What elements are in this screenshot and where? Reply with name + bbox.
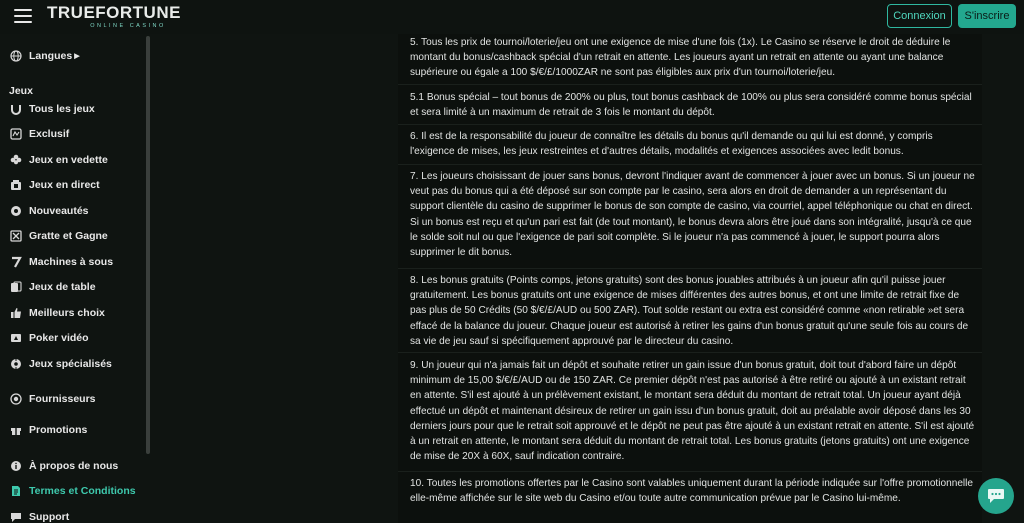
logo-fortune: FORTUNE [95, 3, 181, 22]
sidebar-item-label: Jeux spécialisés [29, 358, 112, 370]
sidebar-item-about[interactable] [10, 457, 118, 475]
sidebar-item-label: Poker vidéo [29, 332, 89, 344]
terms-paragraph-10: 10. Toutes les promotions offertes par le Casino sont valables uniquement durant la période indiquée sur l'offre promotionnelle elle-même affichée sur le site web du Casino et/ou toute autre communication prévue par le Casino lui-même. [410, 478, 974, 505]
sidebar-item-label: Jeux en direct [29, 179, 100, 191]
sidebar-item-label: Tous les jeux [29, 103, 95, 115]
terms-paragraph-5: 5. Tous les prix de tournoi/loterie/jeu ont une exigence de mise d'une fois (1x). Le Casino se réserve le droit de déduire le montant du bonus/cashback spécial d'un retrait en attente. Les joueurs ayant un retrait en attente ou ayant une balance supérieure ou égale a 100 $/€/£/1000ZAR ne sont pas éligibles aux prix d'un tournoi/loterie/jeu. [410, 37, 951, 79]
sidebar-item-slots[interactable] [10, 253, 113, 271]
sidebar-item-promotions[interactable] [10, 421, 87, 439]
sidebar-item-providers[interactable] [10, 390, 96, 408]
divider [398, 124, 982, 125]
divider [398, 84, 982, 85]
terms-paragraph-8: 8. Les bonus gratuits (Points comps, jetons gratuits) sont des bonus jouables attribués à un joueur afin qu'il puisse jouer gratuitement. Les bonus gratuits ont une exigence de mises différentes des autres bonus, et ont une limite de retrait fixe de pas plus de 50 Crédits (50 $/€/£/AUD ou 500 ZAR). Tout solde restant ou extra est considéré comme «non retirable »et sera effacé de la balance du joueur. Chaque joueur est autorisé à retirer les gains d'un bonus gratuit qu'une seule fois au cours de sa vie de jeu sauf si spécifiquement approuvé par le directeur du casino. [410, 275, 969, 347]
sidebar-item-new[interactable] [10, 202, 89, 220]
thumbs-up-icon [10, 307, 22, 319]
horseshoe-icon [10, 103, 22, 115]
sidebar-item-terms[interactable] [10, 482, 136, 500]
sidebar-item-label: À propos de nous [29, 460, 119, 472]
chat-icon [987, 488, 1005, 504]
sidebar-item-label: Nouveautés [29, 205, 89, 217]
sidebar-scrollbar[interactable] [146, 36, 150, 454]
scratch-icon [10, 230, 22, 242]
sidebar-item-table-games[interactable] [10, 278, 96, 296]
menu-icon[interactable] [14, 9, 32, 23]
sidebar-item-label: Machines à sous [29, 256, 114, 268]
poker-icon [10, 332, 22, 344]
divider [398, 471, 982, 472]
sidebar-item-label: Exclusif [29, 128, 70, 140]
globe-icon [10, 50, 22, 62]
specialty-icon [10, 358, 22, 370]
seven-icon [10, 256, 22, 268]
divider [398, 164, 982, 165]
gift-icon [10, 424, 22, 436]
login-button[interactable]: Connexion [887, 4, 952, 28]
info-icon [10, 460, 22, 472]
sidebar-item-featured[interactable] [10, 151, 108, 169]
sidebar-item-scratch[interactable] [10, 227, 108, 245]
logo-true: TRUE [47, 3, 96, 22]
sidebar-item-label: Support [29, 511, 70, 523]
caret-right-icon: ▶ [74, 53, 80, 60]
top-header [0, 0, 1024, 34]
sidebar-item-exclusive[interactable] [10, 125, 69, 143]
site-logo[interactable] [47, 3, 181, 30]
new-icon [10, 205, 22, 217]
sidebar-languages[interactable] [10, 47, 80, 65]
sidebar-item-label: Promotions [29, 424, 88, 436]
terms-paragraph-9: 9. Un joueur qui n'a jamais fait un dépôt et souhaite retirer un gain issue d'un bonus gratuit, doit tout d'abord faire un dépôt minimum de 15,00 $/€/£/AUD ou de 150 ZAR. Ce premier dépôt n'est pas autorisé à être retiré ou ajouté à un existant retrait en attente. S'il est ajouté à un prélèvement existant, le montant sera déduit du montant de retrait total. Un joueur ayant déjà effectué un dépôt et maintenant désireux de retirer un gain issu d'un bonus gratuit, doit au préalable avoir déposé dans les 30 derniers jours pour que le retrait soit approuvé et le dépôt ne peut pas être ajouté à un existant retrait en attente. S'il est ajouté à un retrait en attente, le montant sera déduit du montant de retrait total. Les bonus gratuits (jetons gratuits) ont une exigence de mise de 20X à 60X, sauf indication contraire. [410, 360, 975, 463]
sidebar-item-label: Gratte et Gagne [29, 230, 108, 242]
sidebar-item-label: Fournisseurs [29, 393, 96, 405]
terms-content [398, 34, 982, 523]
divider [398, 352, 982, 353]
sidebar-item-top-picks[interactable] [10, 304, 105, 322]
sidebar-item-support[interactable] [10, 508, 69, 523]
exclusive-icon [10, 128, 22, 140]
document-icon [10, 485, 22, 497]
terms-paragraph-7: 7. Les joueurs choisissant de jouer sans bonus, devront l'indiquer avant de commencer à jouer avec un bonus. Si un joueur ne veut pas du bonus qui a été déposé sur son compte par le casino, sera alors en droit de demander a un représentant du support clientèle du casino de supprimer le bonus de son compte de casino, via courriel, appel téléphonique ou chat en direct. Si un bonus est reçu et qu'un pari est fait (de tout montant), le bonus devra alors être joué dans son intégralité, jusqu'à ce que le solde soit nul ou que l'exigence de pari soit complète. Si le joueur n'a pas commencé à jouer, le support pourra alors supprimer le dit bonus. [410, 171, 975, 259]
clover-icon [10, 154, 22, 166]
sidebar-languages-label: Langues [29, 50, 73, 62]
sidebar-item-label: Jeux de table [29, 281, 96, 293]
logo-subtitle: ONLINE CASINO [90, 23, 166, 29]
support-icon [10, 511, 22, 523]
sidebar-item-label: Meilleurs choix [29, 307, 105, 319]
sidebar-item-live[interactable] [10, 176, 100, 194]
sidebar [0, 34, 152, 523]
divider [398, 268, 982, 269]
cards-icon [10, 281, 22, 293]
terms-paragraph-5-1: 5.1 Bonus spécial – tout bonus de 200% ou plus, tout bonus cashback de 100% ou plus sera considéré comme bonus spécial et sera limité à un maximum de retrait de 3 fois le montant du dépôt. [410, 92, 972, 119]
games-heading: Jeux [9, 85, 33, 97]
sidebar-item-all-games[interactable] [10, 100, 95, 118]
live-icon [10, 179, 22, 191]
providers-icon [10, 393, 22, 405]
sidebar-item-video-poker[interactable] [10, 329, 89, 347]
signup-button[interactable]: S'inscrire [958, 4, 1016, 28]
sidebar-item-label: Termes et Conditions [29, 485, 136, 497]
terms-paragraph-6: 6. Il est de la responsabilité du joueur de connaître les détails du bonus qu'il demande ou qui lui est donné, y compris l'exigence de mises, les jeux restreintes et d'autres détails, modalités et exigences associées avec ledit bonus. [410, 131, 933, 158]
sidebar-item-specialty[interactable] [10, 355, 112, 373]
sidebar-item-label: Jeux en vedette [29, 154, 108, 166]
live-chat-button[interactable] [978, 478, 1014, 514]
